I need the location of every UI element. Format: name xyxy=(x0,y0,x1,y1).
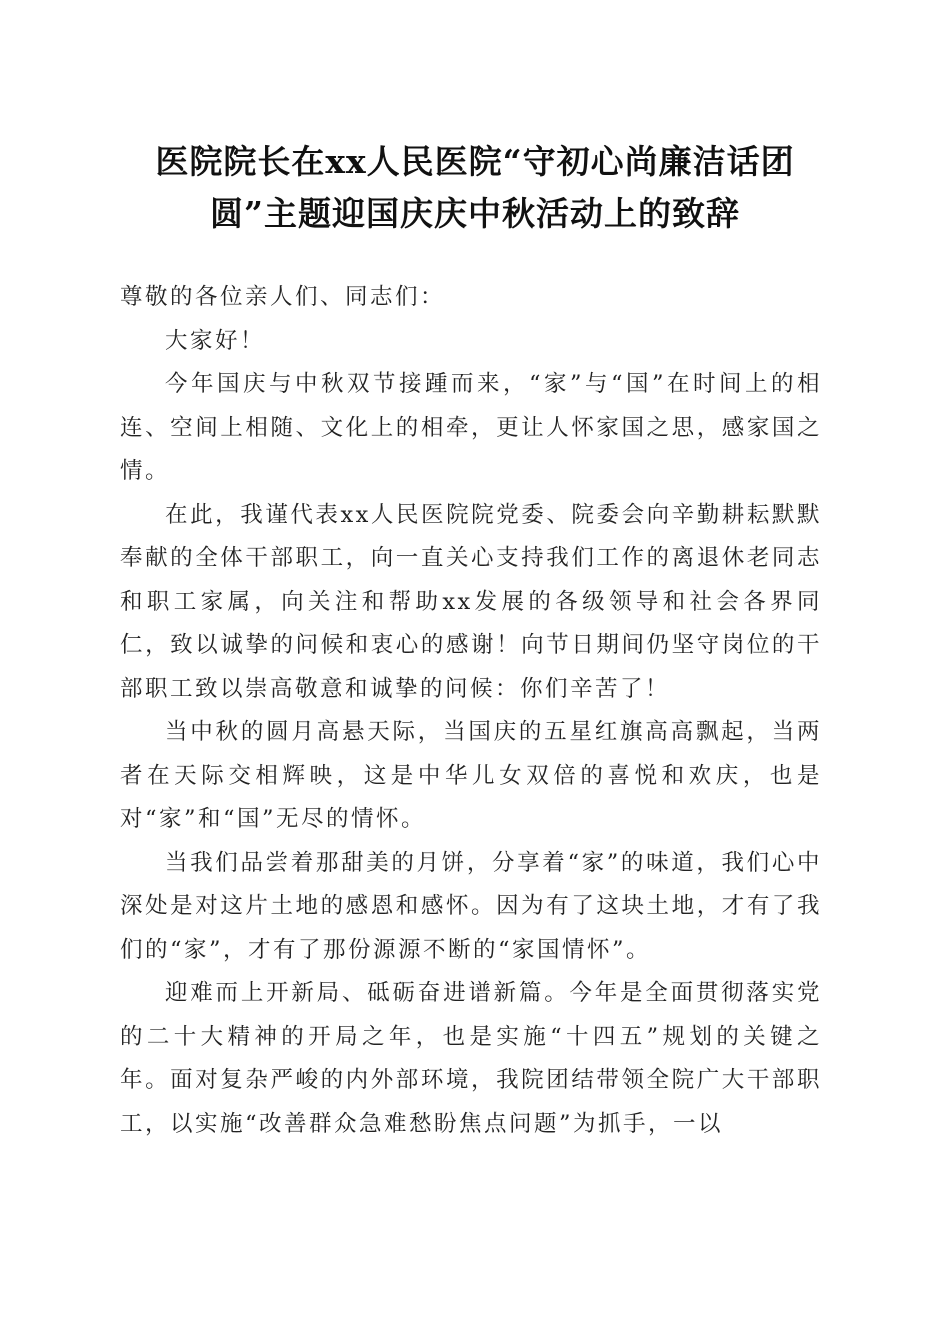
document-body xyxy=(120,276,822,1146)
document-title: 医院院长在xx人民医院“守初心尚廉洁话团圆”主题迎国庆庆中秋活动上的致辞 xyxy=(155,142,795,233)
paragraph: 当我们品尝着那甜美的月饼，分享着“家”的味道，我们心中深处是对这片土地的感恩和感怀。因为有了这块土地，才有了我们的“家”，才有了那份源源不断的“家国情怀”。 xyxy=(120,849,822,963)
paragraph: 在此，我谨代表xx人民医院院党委、院委会向辛勤耕耘默默奉献的全体干部职工，向一直关心支持我们工作的离退休老同志和职工家属，向关注和帮助xx发展的各级领导和社会各界同仁，致以诚挚的问候和衷心的感谢！向节日期间仍坚守岗位的干部职工致以崇高敬意和诚挚的问候：你们辛苦了！ xyxy=(120,501,822,702)
paragraph: 当中秋的圆月高悬天际，当国庆的五星红旗高高飘起，当两者在天际交相辉映，这是中华儿女双倍的喜悦和欢庆，也是对“家”和“国”无尽的情怀。 xyxy=(120,719,822,832)
salutation: 尊敬的各位亲人们、同志们： xyxy=(120,284,446,310)
paragraph-greeting: 大家好！ xyxy=(165,327,266,354)
paragraph: 迎难而上开新局、砥砺奋进谱新篇。今年是全面贯彻落实党的二十大精神的开局之年，也是实施“十四五”规划的关键之年。面对复杂严峻的内外部环境，我院团结带领全院广大干部职工，以实施“改善群众急难愁盼焦点问题”为抓手，一以 xyxy=(120,980,822,1137)
paragraph: 今年国庆与中秋双节接踵而来，“家”与“国”在时间上的相连、空间上相随、文化上的相牵，更让人怀家国之思，感家国之情。 xyxy=(120,371,822,484)
